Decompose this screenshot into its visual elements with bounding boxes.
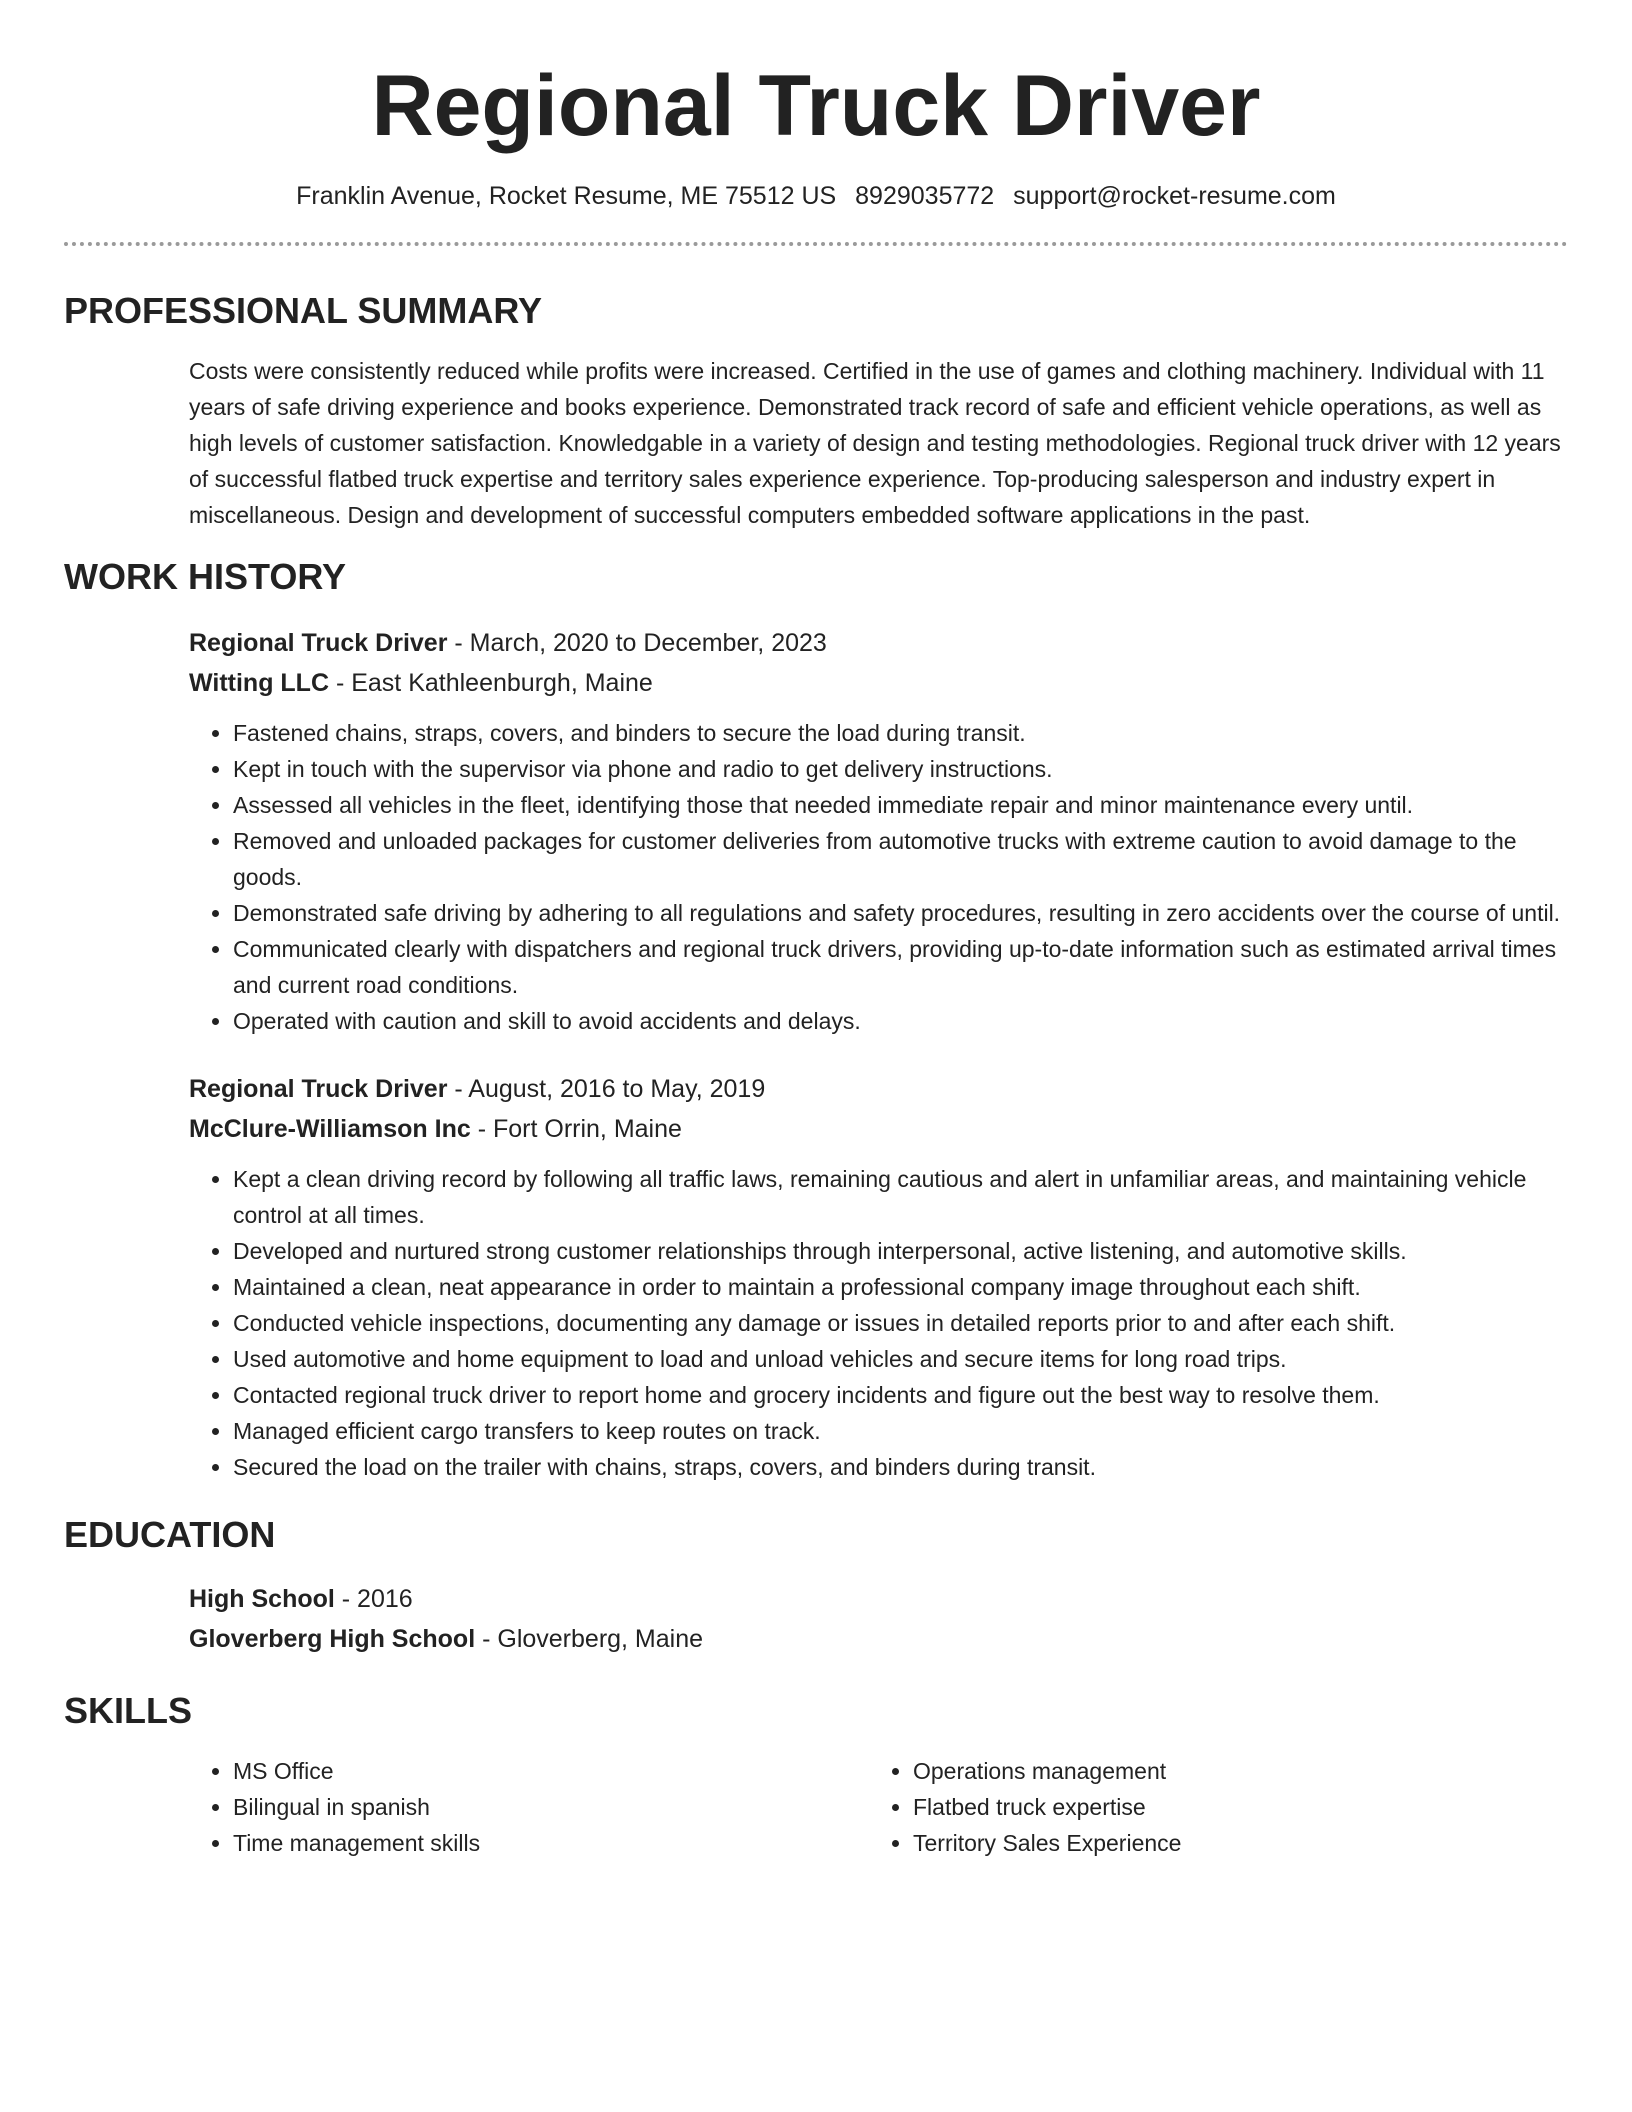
list-item: • Managed efficient cargo transfers to keep routes on track. bbox=[233, 1413, 1568, 1449]
list-item: • Secured the load on the trailer with chains, straps, covers, and binders during transit. bbox=[233, 1449, 1568, 1485]
skills-columns bbox=[189, 1753, 1568, 1861]
job-company-line bbox=[189, 663, 1568, 703]
job-role: Regional Truck Driver bbox=[189, 629, 448, 657]
job-dates: - March, 2020 to December, 2023 bbox=[447, 629, 827, 657]
skill-item: • Bilingual in spanish bbox=[233, 1789, 869, 1825]
degree-line bbox=[189, 1579, 1568, 1619]
job-company: Witting LLC bbox=[189, 669, 330, 697]
job-company: McClure-Williamson Inc bbox=[189, 1115, 471, 1143]
education-school: Gloverberg High School bbox=[189, 1625, 476, 1653]
list-item: • Kept a clean driving record by following all traffic laws, remaining cautious and alert in unfamiliar areas, and maintaining vehicle control at all times. bbox=[233, 1161, 1568, 1233]
job-title-line bbox=[189, 1069, 1568, 1109]
education-degree: High School bbox=[189, 1585, 335, 1613]
job-location: - East Kathleenburgh, Maine bbox=[329, 669, 653, 697]
skills-list-right bbox=[869, 1753, 1469, 1861]
list-item: • Demonstrated safe driving by adhering to all regulations and safety procedures, resulting in zero accidents over the course of until. bbox=[233, 895, 1568, 931]
contact-email: support@rocket-resume.com bbox=[1013, 182, 1336, 210]
work-history-heading: WORK HISTORY bbox=[64, 556, 347, 597]
skills-section bbox=[64, 1753, 1568, 1861]
skills-list-left bbox=[189, 1753, 869, 1861]
education-heading: EDUCATION bbox=[64, 1514, 276, 1555]
list-item: • Used automotive and home equipment to load and unload vehicles and secure items for long road trips. bbox=[233, 1341, 1568, 1377]
summary-section bbox=[64, 353, 1568, 533]
job-role: Regional Truck Driver bbox=[189, 1075, 448, 1103]
contact-address: Franklin Avenue, Rocket Resume, ME 75512 US bbox=[296, 182, 837, 210]
list-item: • Communicated clearly with dispatchers and regional truck drivers, providing up-to-date information such as estimated arrival times and current road conditions. bbox=[233, 931, 1568, 1003]
job-dates: - August, 2016 to May, 2019 bbox=[447, 1075, 766, 1103]
list-item: • Developed and nurtured strong customer relationships through interpersonal, active listening, and automotive skills. bbox=[233, 1233, 1568, 1269]
school-line bbox=[189, 1619, 1568, 1659]
education-section bbox=[64, 1579, 1568, 1659]
skill-item: • Flatbed truck expertise bbox=[913, 1789, 1469, 1825]
work-history-section bbox=[64, 623, 1568, 1485]
job-entry bbox=[189, 623, 1568, 1039]
candidate-name: Regional Truck Driver bbox=[371, 58, 1261, 154]
list-item: • Conducted vehicle inspections, documenting any damage or issues in detailed reports prior to and after each shift. bbox=[233, 1305, 1568, 1341]
education-year: - 2016 bbox=[334, 1585, 413, 1613]
job-bullets bbox=[189, 715, 1568, 1039]
skill-item: • Territory Sales Experience bbox=[913, 1825, 1469, 1861]
contact-phone: 8929035772 bbox=[855, 182, 995, 210]
summary-heading: PROFESSIONAL SUMMARY bbox=[64, 290, 543, 331]
job-entry bbox=[189, 1069, 1568, 1485]
list-item: • Removed and unloaded packages for customer deliveries from automotive trucks with extreme caution to avoid damage to the goods. bbox=[233, 823, 1568, 895]
skill-item: • Operations management bbox=[913, 1753, 1469, 1789]
skills-heading: SKILLS bbox=[64, 1690, 193, 1731]
job-title-line bbox=[189, 623, 1568, 663]
summary-text: Costs were consistently reduced while profits were increased. Certified in the use of games and clothing machinery. Individual with 11 years of safe driving experience and books experience. Demonstrated track record of safe and efficient vehicle operations, as well as high levels of customer satisfaction. Knowledgable in a variety of design and testing methodologies. Regional truck driver with 12 years of successful flatbed truck expertise and territory sales experience experience. Top-producing salesperson and industry expert in miscellaneous. Design and development of successful computers embedded software applications in the past. bbox=[189, 358, 1561, 528]
list-item: • Operated with caution and skill to avoid accidents and delays. bbox=[233, 1003, 1568, 1039]
list-item: • Kept in touch with the supervisor via phone and radio to get delivery instructions. bbox=[233, 751, 1568, 787]
list-item: • Contacted regional truck driver to report home and grocery incidents and figure out the best way to resolve them. bbox=[233, 1377, 1568, 1413]
list-item: • Maintained a clean, neat appearance in order to maintain a professional company image throughout each shift. bbox=[233, 1269, 1568, 1305]
list-item: • Fastened chains, straps, covers, and binders to secure the load during transit. bbox=[233, 715, 1568, 751]
job-bullets bbox=[189, 1161, 1568, 1485]
header-divider bbox=[64, 242, 1568, 246]
education-location: - Gloverberg, Maine bbox=[475, 1625, 704, 1653]
job-location: - Fort Orrin, Maine bbox=[470, 1115, 682, 1143]
skill-item: • Time management skills bbox=[233, 1825, 869, 1861]
education-entry bbox=[189, 1579, 1568, 1659]
list-item: • Assessed all vehicles in the fleet, identifying those that needed immediate repair and minor maintenance every until. bbox=[233, 787, 1568, 823]
contact-line bbox=[64, 180, 1568, 212]
skill-item: • MS Office bbox=[233, 1753, 869, 1789]
job-company-line bbox=[189, 1109, 1568, 1149]
